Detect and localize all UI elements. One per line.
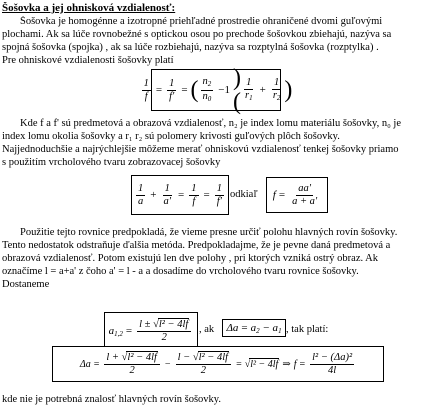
positions-formula: $a_{1,2}$ = $\frac{\text{l ± √l² − 4lf}}{2}$ [104, 312, 198, 350]
odkial-label: odkiaľ [230, 189, 258, 200]
heading: Šošovka a jej ohnisková vzdialenosť: [2, 2, 176, 14]
paragraph-1-line-3: spojná šošovka (spojka) , ak sa lúče rozbiehajú, nazýva sa rozptylná šošovka (rozptylka) . [2, 42, 379, 53]
lensmaker-formula: $\frac{1}{f}$ = $\frac{1}{f'}$ = ( $\frac{n_2}{n_0}$ −1 )( $\frac{1}{r_1}$ + $\frac{1}{r_2}$ ) [143, 65, 293, 115]
paragraph-1-line-1: Šošovka je homogénne a izotropné priehľadné prostredie ohraničené dvomi guľovými [20, 16, 383, 27]
ak-label: , ak [199, 324, 215, 335]
paragraph-3-line-1: Použitie tejto rovnice predpokladá, že vieme presne určiť polohu hlavných rovín šošovky. [20, 227, 398, 238]
closing-line: kde nie je potrebná znalosť hlavných rovín šošovky. [2, 394, 222, 405]
paragraph-3-line-3: obrazová vzdialenosť. Potom existujú len dve polohy , pri ktorých vzniká ostrý obraz. Ak [2, 253, 378, 264]
paragraph-3-line-5: Dostaneme [2, 279, 50, 290]
paragraph-1-line-2: plochami. Ak sa lúče rovnobežné s optickou osou po prechode šošovkou zbiehajú, nazýva sa [2, 29, 392, 40]
delta-a-formula: Δa = $a_2 - a_1$ [222, 319, 286, 337]
paragraph-3-line-4: označíme l = a+a' z čoho a' = l - a a dosadíme do vrcholového tvaru rovnice šošovky. [2, 266, 359, 277]
vertex-formula: $\frac{1}{a}$ + $\frac{1}{a'}$ = $\frac{1}{f}$ = $\frac{1}{f'}$ [131, 175, 229, 215]
paragraph-2-line-4: s použitím vrcholového tvaru zobrazovacej šošovky [2, 157, 221, 168]
bessel-formula: Δa = $\frac{\text{l + √l² − 4lf}}{2}$ − $\frac{\text{l − √l² − 4lf}}{2}$ = √l² − 4lf ⇒ f = $\frac{\text{l² − (Δa)²}}{4l}$ [52, 346, 384, 382]
tak-plati-label: , tak platí: [286, 324, 329, 335]
focal-formula: f = $\frac{aa'}{a + a'}$ [266, 177, 328, 213]
paragraph-3-line-2: Tento nedostatok odstraňuje ďalšia metóda. Predpokladajme, že je pevne daná predmetová a [2, 240, 391, 251]
paragraph-2-line-1: Kde f a f' sú predmetová a obrazová vzdialenosť, n₂ je index lomu materiálu šošovky, n₀ je [20, 118, 401, 129]
paragraph-2-line-3: Najjednoduchšie a najrýchlejšie môžeme merať ohniskovú vzdialenosť tenkej šošovky priamo [2, 144, 399, 155]
paragraph-1-line-4: Pre ohniskové vzdialenosti šošovky platí [2, 55, 174, 66]
paragraph-2-line-2: index lomu okolia šošovky a r₁ r₂ sú polomery krivosti guľových plôch šošovky. [2, 131, 340, 142]
